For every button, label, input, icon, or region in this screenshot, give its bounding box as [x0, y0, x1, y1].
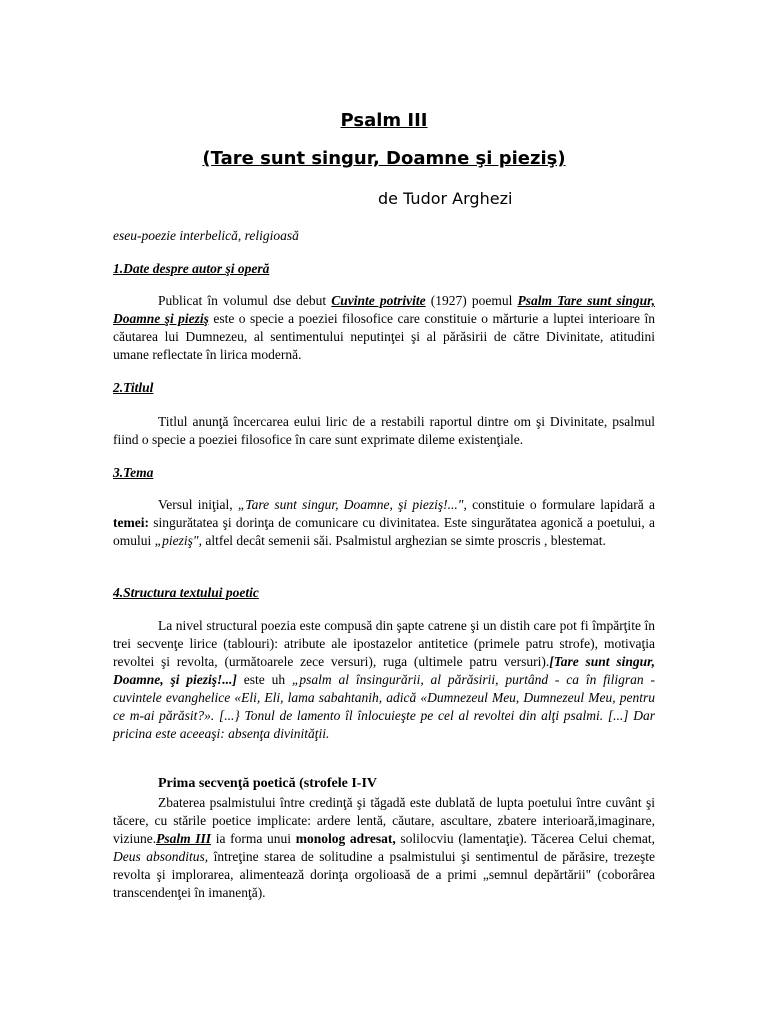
section-heading-4: 4.Structura textului poetic: [113, 585, 259, 600]
text-run: La nivel structural poezia este compusă din şapte catrene şi un distih care pot fi împărţite în trei secvenţe lirice (tablouri): atribute ale ipostazelor antitetice (primele patru strofe), motivaţia revoltei şi revolta, (următoarele zece versuri), ruga (ultimele patru versuri).: [113, 618, 655, 669]
page-subtitle: (Tare sunt singur, Doamne şi pieziş): [202, 148, 566, 169]
section-paragraph-4: [113, 617, 655, 743]
page-title: Psalm III: [340, 110, 428, 131]
volume-title: Cuvinte potrivite: [331, 293, 426, 308]
text-run: este uh: [236, 672, 292, 687]
italic-citation: „psalm al însingurării, al părăsirii, purtând - ca în filigran - cuvintele evanghelice «Eli, Eli, lama sabahtanih, adică «Dumnezeul Meu, Dumnezeul Meu, pentru ce m-ai părăsit?». [...} Tonul de lamento îl înlocuieşte pe cel al revoltei din alţi psalmi. [...] Dar pricina este aceeaşi: absenţa divinităţii.: [113, 672, 655, 741]
text-run: întreţine starea de solitudine a psalmistului şi sentimentul de părăsire, trezeşte revolta şi implorarea, alimentează dorinţa orgolioasă de a primi „semnul depărtării" (coborârea transcendenţei în imanenţă).: [113, 849, 655, 900]
keyword-monolog: monolog adresat,: [295, 831, 396, 846]
poem-title: Psalm Tare sunt singur, Doamne şi pieziş: [113, 293, 655, 326]
text-run: Publicat în volumul dse debut: [158, 293, 332, 308]
text-run: singurătatea şi dorinţa de comunicare cu divinitatea. Este singurătatea agonică a poetului, a omului: [113, 515, 655, 548]
subsection-heading: Prima secvenţă poetică (strofele I-IV: [158, 776, 378, 791]
text-run: este o specie a poeziei filosofice care constituie o mărturie a luptei interioare în căutarea lui Dumnezeu, al sentimentului neputinţei şi al părăsirii de către Divinitate, atitudini umane reflectate în lirica modernă.: [113, 311, 655, 362]
word-quote: „pieziş",: [154, 533, 202, 548]
subsection-paragraph: [113, 794, 655, 902]
author-byline: de Tudor Arghezi: [378, 189, 513, 208]
section-heading-3: 3.Tema: [113, 465, 154, 480]
section-paragraph-3: [113, 496, 655, 550]
genre-line: eseu-poezie interbelică, religioasă: [113, 228, 299, 243]
text-run: Versul iniţial,: [158, 497, 238, 512]
text-run: altfel decât semenii săi. Psalmistul arghezian se simte proscris , blestemat.: [201, 533, 606, 548]
section-heading-2: 2.Titlul: [113, 380, 154, 395]
section-heading-1: 1.Date despre autor şi operă: [113, 261, 270, 276]
psalm-title: Psalm III: [156, 831, 212, 846]
keyword-teme: temei:: [113, 515, 149, 530]
latin-term: Deus absonditus,: [113, 849, 209, 864]
text-run: constituie o formulare lapidară a: [466, 497, 655, 512]
section-paragraph-1: [113, 292, 655, 364]
verse-quote: „Tare sunt singur, Doamne, şi pieziş!...",: [237, 497, 467, 512]
text-run: (1927) poemul: [425, 293, 518, 308]
text-run: solilocviu (lamentaţie). Tăcerea Celui chemat,: [395, 831, 655, 846]
section-paragraph-2: Titlul anunţă încercarea eului liric de a restabili raportul dintre om şi Divinitate, psalmul fiind o specie a poeziei filosofice în care sunt exprimate dileme existenţiale.: [113, 414, 655, 447]
text-run: Zbaterea psalmistului între credinţă şi tăgadă este dublată de lupta poetului între cuvânt şi tăcere, cu stările poetice implicate: ardere lentă, căutare, ascultare, zbatere interioară,imaginare, viziune.: [113, 795, 655, 846]
bold-quote: [Tare sunt singur, Doamne, şi pieziş!...]: [113, 654, 655, 687]
text-run: ia forma unui: [211, 831, 296, 846]
